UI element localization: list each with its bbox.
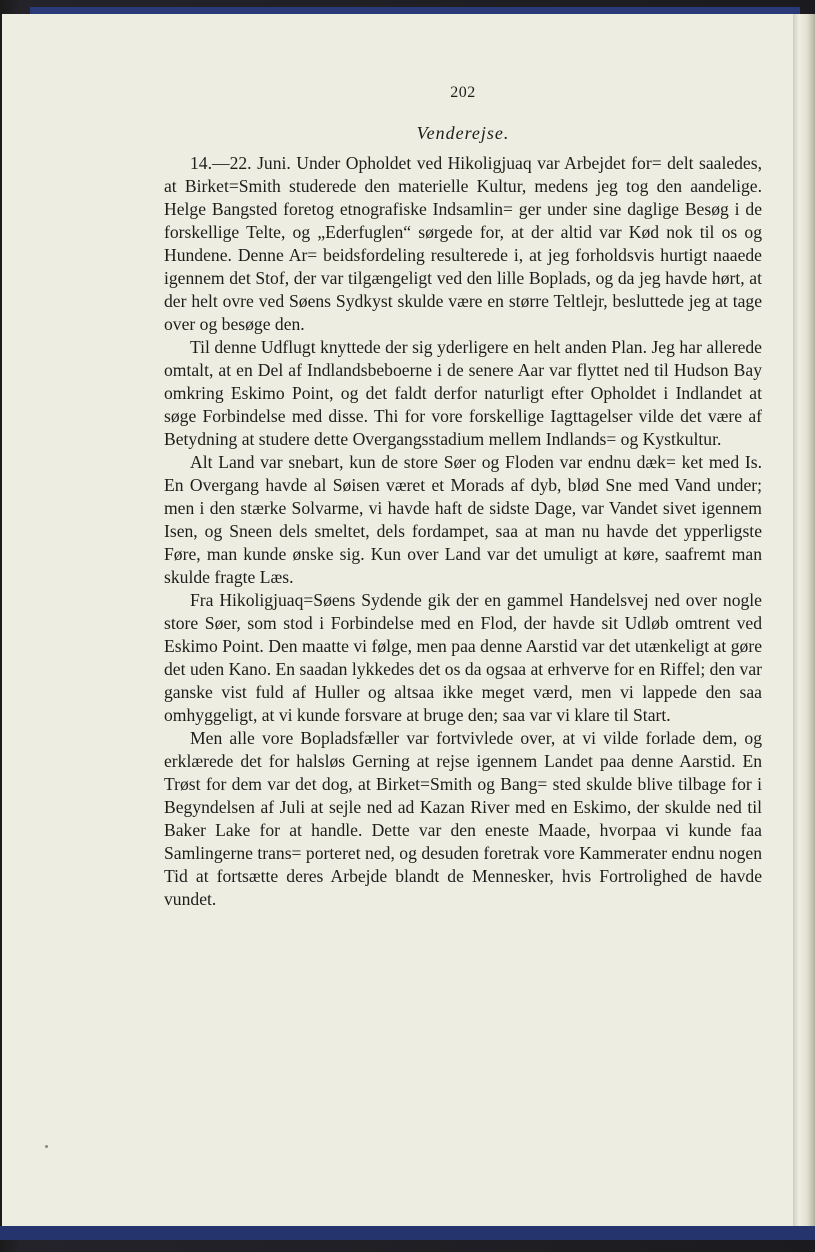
book-cover-edge-bottom <box>0 1226 815 1240</box>
body-text <box>164 152 762 911</box>
page-number: 202 <box>450 84 476 101</box>
paragraph-2: Til denne Udflugt knyttede der sig yderligere en helt anden Plan. Jeg har allerede omtalt, at en Del af Indlandsbeboerne i de senere Aar var flyttet ned til Hudson Bay omkring Eskimo Point, og det faldt derfor naturligt efter Opholdet i Indlandet at søge Forbindelse med disse. Thi for vore forskellige Iagttagelser vilde det være af Betydning at studere dette Overgangsstadium mellem Indlands= og Kystkultur. <box>164 337 762 449</box>
page-edge-right <box>793 14 815 1228</box>
paragraph-3: Alt Land var snebart, kun de store Søer og Floden var endnu dæk= ket med Is. En Overgang havde al Søisen været et Morads af dyb, blød Sne med Vand under; men i den stærke Solvarme, vi havde haft de sidste Dage, var Vandet sivet igennem Isen, og Sneen dels smeltet, dels fordampet, saa at man nu havde det ypperligste Føre, man kunde ønske sig. Kun over Land var det umuligt at køre, saafremt man skulde fragte Læs. <box>164 452 762 587</box>
section-heading: Venderejse. <box>416 123 510 143</box>
book-page <box>2 14 796 1228</box>
ink-speck <box>45 1145 48 1148</box>
paragraph-5: Men alle vore Bopladsfæller var fortvivlede over, at vi vilde forlade dem, og erklærede det for halsløs Gerning at rejse igennem Landet paa denne Aarstid. En Trøst for dem var det dog, at Birket=Smith og Bang= sted skulde blive tilbage for i Begyndelsen af Juli at sejle ned ad Kazan River med en Eskimo, der skulde ned til Baker Lake for at handle. Dette var den eneste Maade, hvorpaa vi kunde faa Samlingerne trans= porteret ned, og desuden foretrak vore Kammerater endnu nogen Tid at fortsætte deres Arbejde blandt de Mennesker, hvis Fortrolighed de havde vundet. <box>164 728 762 909</box>
paragraph-4: Fra Hikoligjuaq=Søens Sydende gik der en gammel Handelsvej ned over nogle store Søer, som stod i Forbindelse med en Flod, der havde sit Udløb omtrent ved Eskimo Point. Den maatte vi følge, men paa denne Aarstid var det utænkeligt at gøre det uden Kano. En saadan lykkedes det os da ogsaa at erhverve for en Riffel; den var ganske vist fuld af Huller og altsaa ikke meget værd, men vi lappede den saa omhyggeligt, at vi kunde forsvare at bruge den; saa var vi klare til Start. <box>164 590 762 725</box>
paragraph-1: 14.—22. Juni. Under Opholdet ved Hikoligjuaq var Arbejdet for= delt saaledes, at Birket=Smith studerede den materielle Kultur, medens jeg tog den aandelige. Helge Bangsted foretog etnografiske Indsamlin= ger under sine daglige Besøg i de forskellige Telte, og „Ederfuglen“ sørgede for, at der altid var Kød nok til os og Hundene. Denne Ar= beidsfordeling resulterede i, at jeg forholdsvis hurtigt naaede igennem det Stof, der var tilgængeligt ved den lille Boplads, og da jeg havde hørt, at der helt ovre ved Søens Sydkyst skulde være en større Teltlejr, besluttede jeg at tage over og besøge den. <box>164 153 762 334</box>
